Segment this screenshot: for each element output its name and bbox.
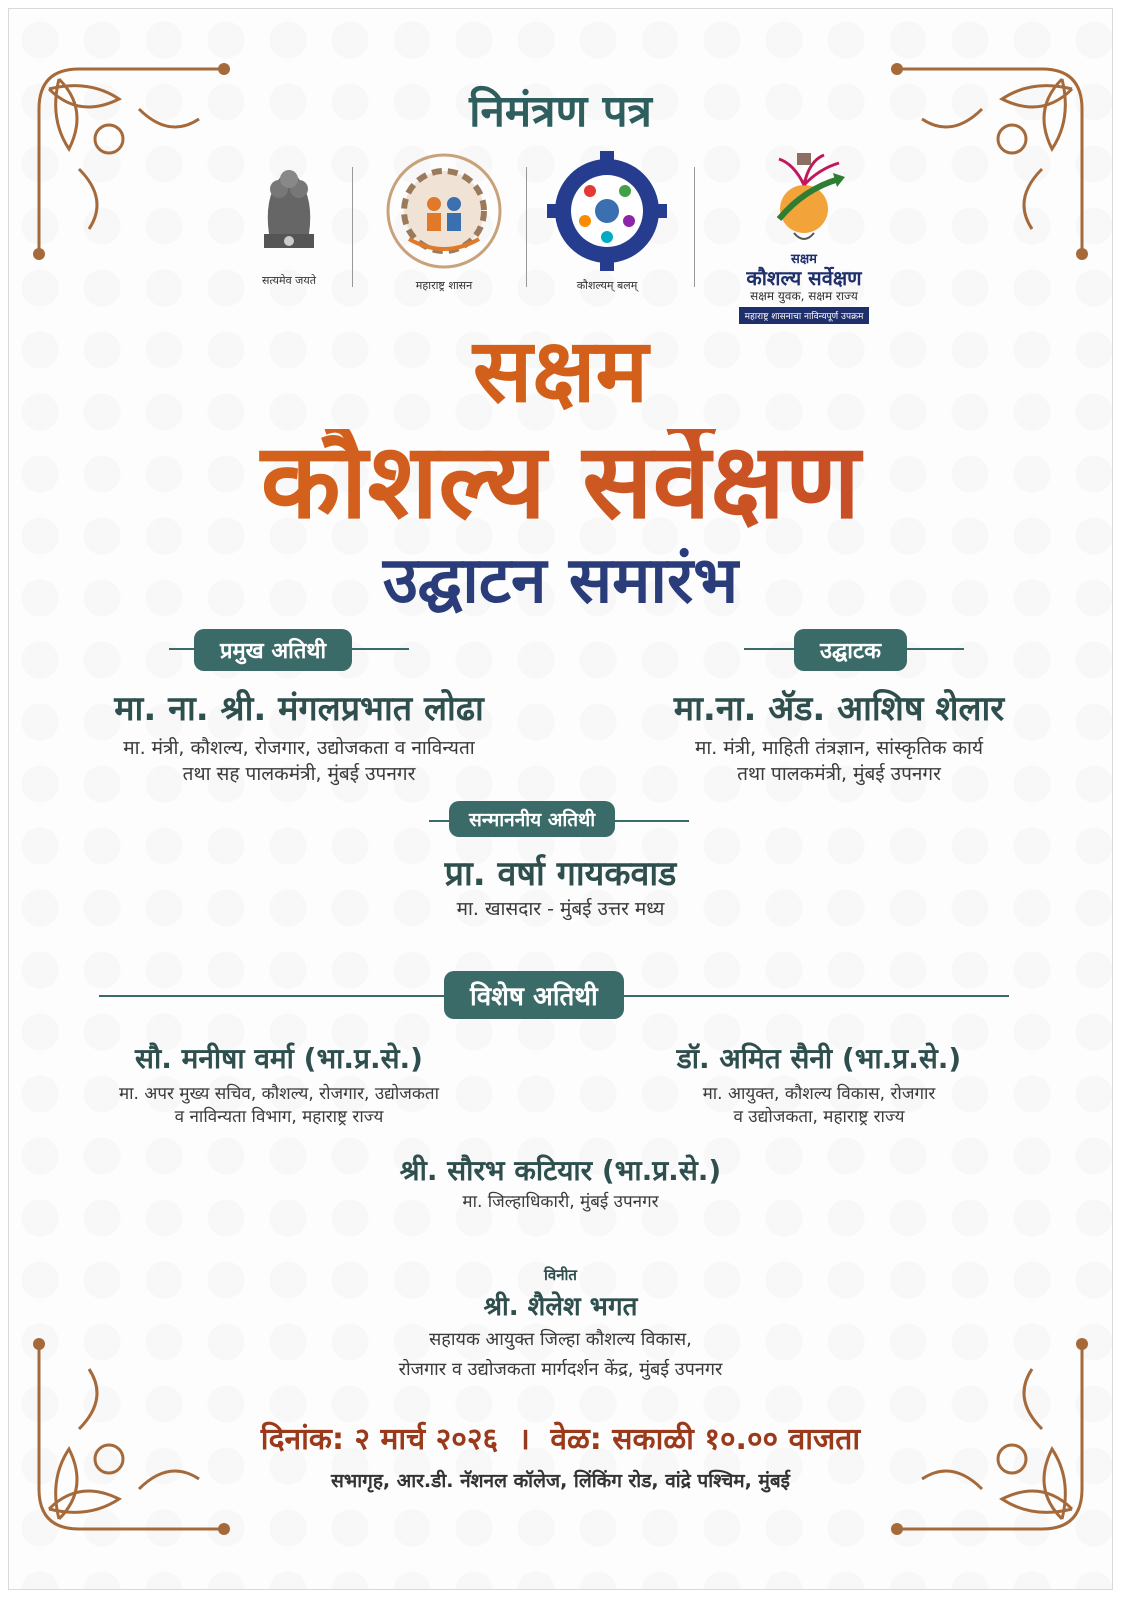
logo4-banner: महाराष्ट्र शासनाचा नाविन्यपूर्ण उपक्रम [739,307,870,324]
special-guest3-desc: मा. जिल्हाधिकारी, मुंबई उपनगर [462,1192,659,1212]
special-guest2-desc2: व उद्योजकता, महाराष्ट्र राज्य [733,1107,905,1127]
growth-tree-icon [749,149,859,249]
title-line1: सक्षम [472,319,649,422]
special-guest2-desc1: मा. आयुक्त, कौशल्य विकास, रोजगार [702,1084,936,1104]
event-divider: । [518,1422,530,1457]
inaugurator-name: मा.ना. ॲड. आशिष शेलार [673,689,1005,729]
logos-row [244,149,904,329]
special-guest1-name: सौ. मनीषा वर्मा (भा.प्र.से.) [135,1042,423,1075]
inaugurator-tag-wrap [744,629,964,669]
honored-guest-desc: मा. खासदार - मुंबई उत्तर मध्य [456,898,665,920]
chief-guest-desc2: तथा सह पालकमंत्री, मुंबई उपनगर [182,763,416,785]
honored-guest-block [9,849,1112,921]
logo4-line2: कौशल्य सर्वेक्षण [746,266,862,291]
honored-guest-tag-wrap [429,801,689,841]
chief-guest-tag: प्रमुख अतिथी [194,629,352,671]
honored-guest-tag: सन्माननीय अतिथी [449,801,615,837]
invitation-title: निमंत्रण पत्र [469,86,652,137]
honored-guest-name: प्रा. वर्षा गायकवाड [444,854,677,894]
logo4-line1: सक्षम [791,252,817,267]
title-line3: उद्घाटन समारंभ [382,543,739,618]
kaushalyam-balam-logo [542,149,672,293]
inaugurator-tag: उद्घाटक [794,629,907,671]
sender-desc2: रोजगार व उद्योजकता मार्गदर्शन केंद्र, मुंबई उपनगर [398,1359,723,1380]
national-emblem [244,149,334,288]
inaugurator-desc1: मा. मंत्री, माहिती तंत्रज्ञान, सांस्कृतिक कार्य [694,737,983,759]
chief-guest-tag-wrap [169,629,409,669]
event-time: वेळ: सकाळी १०.०० वाजता [550,1422,861,1457]
lion-capital-icon [249,149,329,269]
gear-people-icon [379,149,509,274]
sender-name: श्री. शैलेश भगत [483,1292,638,1322]
special-guest2-name: डॉ. अमित सैनी (भा.प्र.से.) [676,1042,962,1075]
logo-divider [352,167,353,287]
saksham-survey-logo [704,149,904,324]
sender-label: विनीत [544,1266,577,1284]
special-guest1-block [49,1039,509,1127]
special-guest3-name: श्री. सौरभ कटियार (भा.प्र.से.) [399,1154,722,1187]
invitation-card [8,8,1113,1590]
sender-block [9,1265,1112,1381]
logo-divider [526,167,527,287]
maharashtra-shasan-logo [374,149,514,293]
logo4-line3: सक्षम युवक, सक्षम राज्य [750,289,858,304]
inaugurator-desc2: तथा पालकमंत्री, मुंबई उपनगर [737,763,941,785]
special-guest2-block [609,1039,1029,1127]
event-date: दिनांक: २ मार्च २०२६ [260,1422,499,1457]
emblem-caption: सत्यमेव जयते [261,274,316,287]
special-guests-tag-wrap [99,977,1009,1027]
logo-divider [694,167,695,287]
special-guest1-desc1: मा. अपर मुख्य सचिव, कौशल्य, रोजगार, उद्योजकता [118,1084,440,1104]
logo3-caption: कौशल्यम् बलम् [576,279,638,292]
chief-guest-desc1: मा. मंत्री, कौशल्य, रोजगार, उद्योजकता व नाविन्यता [123,737,475,759]
gear-globe-icon [545,149,670,274]
chief-guest-name: मा. ना. श्री. मंगलप्रभात लोढा [114,689,484,729]
inaugurator-block [599,684,1079,786]
event-datetime [9,1417,1112,1458]
special-guest3-block [9,1151,1112,1212]
special-guests-tag: विशेष अतिथी [444,971,624,1019]
logo2-caption: महाराष्ट्र शासन [415,279,473,292]
event-venue: सभागृह, आर.डी. नॅशनल कॉलेज, लिंकिंग रोड, वांद्रे पश्चिम, मुंबई [331,1470,790,1492]
title-line2: कौशल्य सर्वेक्षण [9,429,1112,533]
special-guest1-desc2: व नाविन्यता विभाग, महाराष्ट्र राज्य [174,1107,384,1127]
sender-desc1: सहायक आयुक्त जिल्हा कौशल्य विकास, [429,1329,692,1350]
chief-guest-block [29,684,569,786]
